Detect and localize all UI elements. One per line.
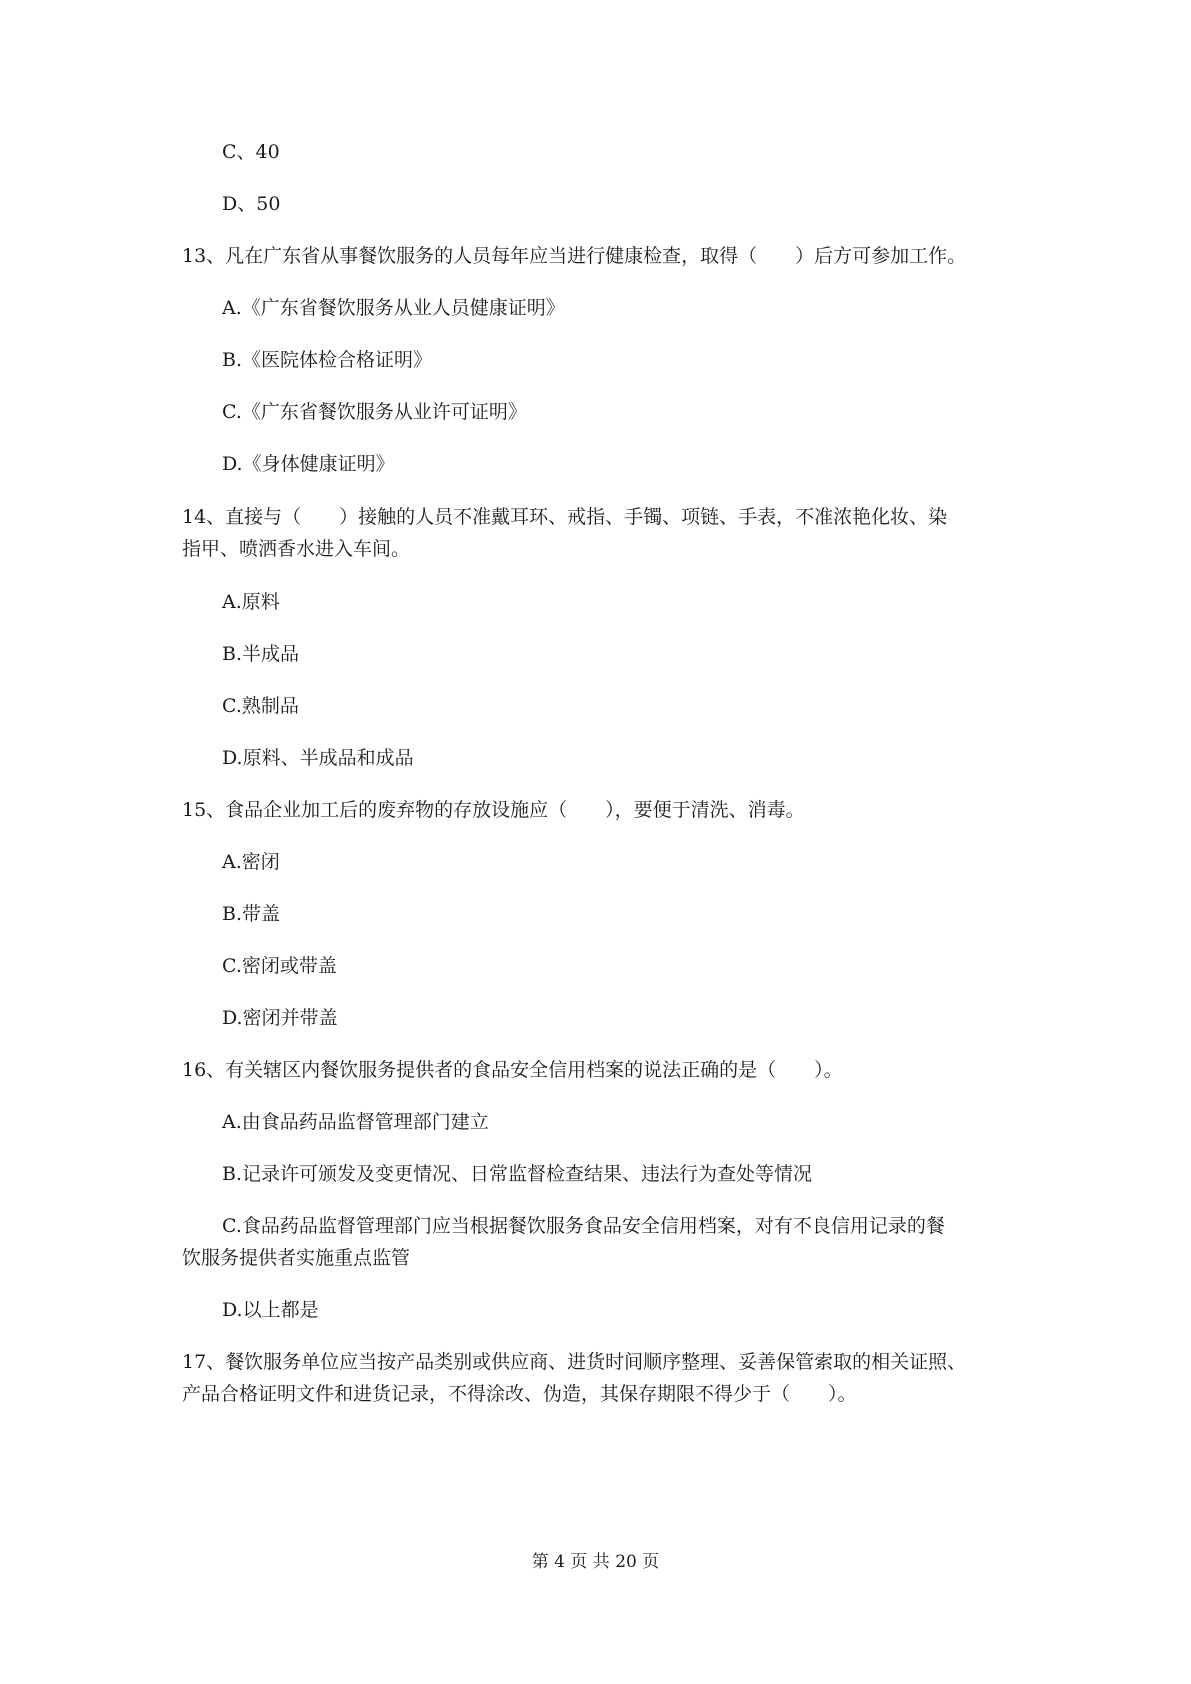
q16-option-c-continued: 饮服务提供者实施重点监管 — [182, 1247, 411, 1269]
page-number-footer: 第 4 页 共 20 页 — [531, 1552, 660, 1572]
q13-option-c: C.《广东省餐饮服务从业许可证明》 — [222, 401, 527, 423]
question-16: 16、有关辖区内餐饮服务提供者的食品安全信用档案的说法正确的是（ ）。 — [182, 1059, 843, 1081]
q15-option-c: C.密闭或带盖 — [222, 955, 337, 977]
question-14-continued: 指甲、喷洒香水进入车间。 — [182, 538, 411, 560]
q15-option-d: D.密闭并带盖 — [222, 1007, 338, 1029]
q14-option-d: D.原料、半成品和成品 — [222, 747, 414, 769]
q12-option-d: D、50 — [222, 193, 281, 215]
q13-option-b: B.《医院体检合格证明》 — [222, 349, 433, 371]
q16-option-c: C.食品药品监督管理部门应当根据餐饮服务食品安全信用档案，对有不良信用记录的餐 — [222, 1215, 945, 1237]
q13-option-d: D.《身体健康证明》 — [222, 453, 395, 475]
q16-option-d: D.以上都是 — [222, 1299, 319, 1321]
q12-option-c: C、40 — [222, 141, 280, 163]
q16-option-b: B.记录许可颁发及变更情况、日常监督检查结果、违法行为查处等情况 — [222, 1163, 813, 1185]
q15-option-a: A.密闭 — [222, 851, 280, 873]
q15-option-b: B.带盖 — [222, 903, 281, 925]
q13-option-a: A.《广东省餐饮服务从业人员健康证明》 — [222, 297, 565, 319]
q16-option-a: A.由食品药品监督管理部门建立 — [222, 1111, 489, 1133]
question-15: 15、食品企业加工后的废弃物的存放设施应（ ），要便于清洗、消毒。 — [182, 799, 805, 821]
question-17: 17、餐饮服务单位应当按产品类别或供应商、进货时间顺序整理、妥善保管索取的相关证照、 — [182, 1351, 967, 1373]
q14-option-c: C.熟制品 — [222, 695, 299, 717]
question-13: 13、凡在广东省从事餐饮服务的人员每年应当进行健康检查，取得（ ）后方可参加工作。 — [182, 245, 967, 267]
q14-option-b: B.半成品 — [222, 643, 300, 665]
q14-option-a: A.原料 — [222, 591, 280, 613]
question-14: 14、直接与（ ）接触的人员不准戴耳环、戒指、手镯、项链、手表，不准浓艳化妆、染 — [182, 506, 948, 528]
question-17-continued: 产品合格证明文件和进货记录，不得涂改、伪造，其保存期限不得少于（ ）。 — [182, 1383, 857, 1405]
